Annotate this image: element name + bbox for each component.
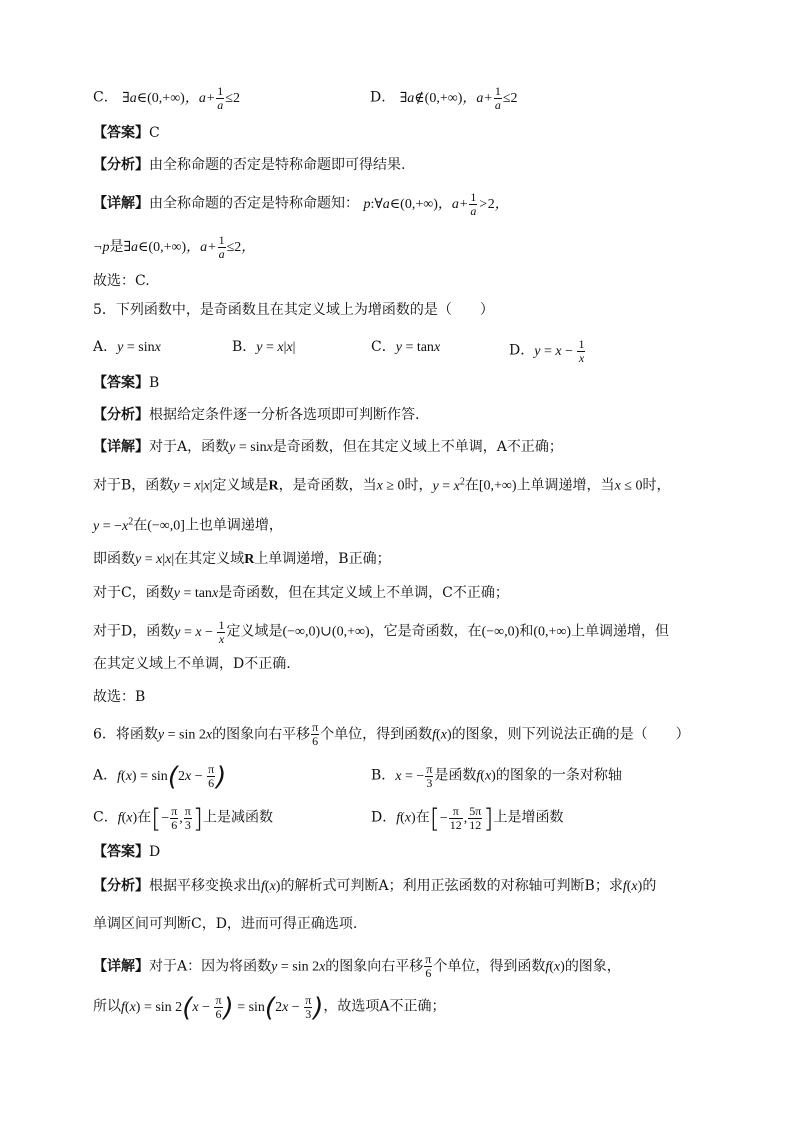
analysis-text: 由全称命题的否定是特称命题即可得结果. xyxy=(149,157,406,173)
math-expression: f(x) xyxy=(432,727,452,743)
q5-answer xyxy=(93,374,159,392)
q4-detail xyxy=(93,191,509,218)
q5-option-a xyxy=(93,338,161,357)
analysis-tag: 【分析】 xyxy=(93,157,149,173)
q4-analysis xyxy=(93,156,405,174)
math-expression: $\frac{\pi}{6}$ xyxy=(425,952,432,980)
answer-tag: 【答案】 xyxy=(93,125,149,141)
math-expression: (0,+∞) xyxy=(533,624,572,640)
detail-text: ，故选项A不正确； xyxy=(323,998,446,1015)
detail-text: 即函数 xyxy=(93,551,135,567)
option-label: D． xyxy=(370,89,396,106)
detail-text: 在其定义域 xyxy=(174,551,245,567)
detail-tag: 【详解】 xyxy=(93,439,149,455)
math-expression: y = sin 2x xyxy=(157,727,213,743)
option-label: C． xyxy=(93,89,118,106)
math-expression: y = x|x| xyxy=(173,478,213,494)
option-label: A． xyxy=(93,767,118,784)
math-expression: f(x) = sin(2x − $\frac{\pi}{6}$ ) xyxy=(117,761,227,792)
stem-text: 个单位，得到函数 xyxy=(320,726,433,743)
option-label: D． xyxy=(371,809,397,826)
option-text: 上是减函数 xyxy=(203,809,274,826)
detail-text: 时， xyxy=(404,477,433,494)
math-expression: f(x) xyxy=(117,810,138,826)
answer-value: B xyxy=(149,375,160,391)
math-expression: y = sinx xyxy=(117,340,161,355)
q6-detail-cont xyxy=(93,994,446,1021)
option-text: 是函数 xyxy=(434,767,477,784)
detail-text: 是奇函数，但在其定义域上不单调，A不正确； xyxy=(272,439,563,455)
detail-text: 所以 xyxy=(93,998,121,1015)
q4-option-d xyxy=(370,85,518,112)
math-expression: (−∞,0) xyxy=(481,624,520,640)
math-expression: (−∞,0] xyxy=(147,518,185,534)
q6-detail xyxy=(93,953,621,980)
analysis-text: 根据平移变换求出 xyxy=(149,878,261,894)
q5-detail-d-cont: 在其定义域上不单调，D不正确. xyxy=(93,656,291,672)
math-expression: x ≥ 0 xyxy=(376,478,405,494)
q5-detail-d xyxy=(93,619,669,646)
detail-text: 个单位，得到函数 xyxy=(433,958,546,975)
answer-value: D xyxy=(149,844,161,860)
option-label: C． xyxy=(93,809,118,826)
math-expression: [0,+∞) xyxy=(478,478,517,494)
math-expression: x = − $\frac{\pi}{3}$ xyxy=(395,762,433,790)
detail-tag: 【详解】 xyxy=(93,195,149,212)
detail-text: 是奇函数，但在其定义域上不单调，C不正确； xyxy=(218,585,509,601)
stem-text: 的图象向右平移 xyxy=(212,726,311,743)
math-expression: f(x) xyxy=(545,959,565,975)
q4-detail-line2 xyxy=(93,234,255,261)
detail-text: 的图象， xyxy=(564,958,621,975)
q6-option-b xyxy=(371,763,622,790)
q5-stem: 5．下列函数中，是奇函数且在其定义域上为增函数的是（ ） xyxy=(93,302,494,318)
analysis-text: 根据给定条件逐一分析各选项即可判断作答. xyxy=(149,407,420,423)
detail-text: 定义域是 xyxy=(212,477,269,494)
math-expression: y = x − $\frac{1}{x}$ xyxy=(534,337,585,365)
option-text: 上是增函数 xyxy=(493,809,564,826)
detail-text: 对于C，函数 xyxy=(93,585,174,601)
math-expression: f(x) xyxy=(396,810,416,826)
q5-option-d xyxy=(509,338,586,365)
q6-stem xyxy=(93,721,690,748)
detail-text: 的图象向右平移 xyxy=(325,958,424,975)
math-expression: y = x|x| xyxy=(135,552,175,567)
math-expression: ∃a∉(0,+∞)，a+ $\frac{1}{a}$ ≤2 xyxy=(399,84,518,112)
math-expression: ¬p是∃a∈(0,+∞)，a+ $\frac{1}{a}$ ≤2， xyxy=(93,233,256,261)
detail-text: 和 xyxy=(519,623,534,640)
detail-text: 上单调递增，B正确； xyxy=(254,551,391,567)
detail-text: ，是奇函数，当 xyxy=(278,477,377,494)
detail-tag: 【详解】 xyxy=(93,958,149,975)
q5-detail-a xyxy=(93,438,563,457)
option-label: C． xyxy=(371,339,396,355)
math-expression: y = x|x| xyxy=(256,340,296,355)
option-text: 在 xyxy=(415,809,430,826)
detail-text: R xyxy=(244,552,255,567)
option-label: B． xyxy=(232,339,257,355)
q6-option-c xyxy=(93,805,273,832)
analysis-tag: 【分析】 xyxy=(93,878,149,894)
q6-answer xyxy=(93,843,160,861)
detail-text: 上单调递增，当 xyxy=(516,477,615,494)
answer-tag: 【答案】 xyxy=(93,844,149,860)
q5-option-b xyxy=(232,338,295,357)
math-expression: f(x) xyxy=(476,768,496,784)
q4-option-c xyxy=(93,85,240,112)
math-expression: [− $\frac{\pi}{6}$ , $\frac{\pi}{3}$ ] xyxy=(151,803,204,834)
q5-option-c xyxy=(371,338,440,357)
detail-text: 定义域是 xyxy=(226,623,283,640)
detail-text: 时， xyxy=(642,477,671,494)
q4-answer xyxy=(93,124,160,142)
math-expression: f(x) xyxy=(261,879,281,894)
q5-conclusion: 故选：B xyxy=(93,689,146,705)
math-expression: p:∀a∈(0,+∞)，a+ $\frac{1}{a}$ >2， xyxy=(363,190,509,218)
q6-analysis-cont: 单调区间可判断C，D，进而可得正确选项. xyxy=(93,916,358,932)
detail-text: 上也单调递增， xyxy=(184,517,283,534)
detail-text: 对于D，函数 xyxy=(93,623,175,640)
detail-text: 对于A：因为将函数 xyxy=(149,958,272,975)
option-text: 在 xyxy=(137,809,152,826)
q5-analysis xyxy=(93,406,419,424)
analysis-text: 的解析式可判断A；利用正弦函数的对称轴可判断B；求 xyxy=(280,878,623,894)
q6-analysis xyxy=(93,877,656,896)
option-label: B． xyxy=(371,767,396,784)
analysis-text: 的 xyxy=(642,878,657,894)
analysis-tag: 【分析】 xyxy=(93,407,149,423)
q5-detail-b2 xyxy=(93,550,391,569)
detail-text: 由全称命题的否定是特称命题知： xyxy=(149,195,359,212)
q5-detail-c xyxy=(93,584,509,603)
option-label: D． xyxy=(509,342,535,359)
detail-text: 对于B，函数 xyxy=(93,477,174,494)
math-expression: (−∞,0)∪(0,+∞) xyxy=(282,624,370,640)
math-expression: y = sinx xyxy=(229,440,273,455)
math-expression: ∃a∈(0,+∞)，a+ $\frac{1}{a}$ ≤2 xyxy=(122,84,240,112)
q5-detail-b xyxy=(93,473,670,496)
answer-value: C xyxy=(149,125,160,141)
q6-option-a xyxy=(93,763,226,790)
detail-text: R xyxy=(268,478,279,494)
q4-conclusion: 故选：C. xyxy=(93,273,150,289)
math-expression: [− $\frac{\pi}{12}$ , $\frac{5\pi}{12}$ ] xyxy=(429,803,494,834)
math-expression: f(x) = sin 2(x − $\frac{\pi}{6}$ ) = sin(2x − $\frac{\pi}{3}$ ) xyxy=(121,992,324,1023)
answer-tag: 【答案】 xyxy=(93,375,149,391)
detail-text: 在 xyxy=(133,517,148,534)
option-text: 的图象的一条对称轴 xyxy=(495,767,622,784)
q5-detail-b-cont xyxy=(93,513,283,536)
detail-text: ，它是奇函数，在 xyxy=(369,623,482,640)
math-expression: y = sin 2x xyxy=(271,959,326,975)
option-label: A． xyxy=(93,339,118,355)
stem-text: 的图象，则下列说法正确的是（ ） xyxy=(451,726,690,743)
stem-text: 6．将函数 xyxy=(93,726,158,743)
math-expression: y = tanx xyxy=(395,340,441,355)
q6-option-d xyxy=(371,805,563,832)
math-expression: $\frac{\pi}{6}$ xyxy=(312,720,319,748)
math-expression: y = x − $\frac{1}{x}$ xyxy=(174,618,225,646)
math-expression: y = tanx xyxy=(173,586,219,601)
math-expression: $y = x^2$ xyxy=(432,476,465,494)
detail-text: 对于A，函数 xyxy=(149,439,230,455)
detail-text: 在 xyxy=(464,477,479,494)
detail-text: 上单调递增，但 xyxy=(571,623,670,640)
math-expression: x ≤ 0 xyxy=(614,478,643,494)
math-expression: f(x) xyxy=(622,879,643,894)
math-expression: $y = -x^2$ xyxy=(93,516,134,534)
